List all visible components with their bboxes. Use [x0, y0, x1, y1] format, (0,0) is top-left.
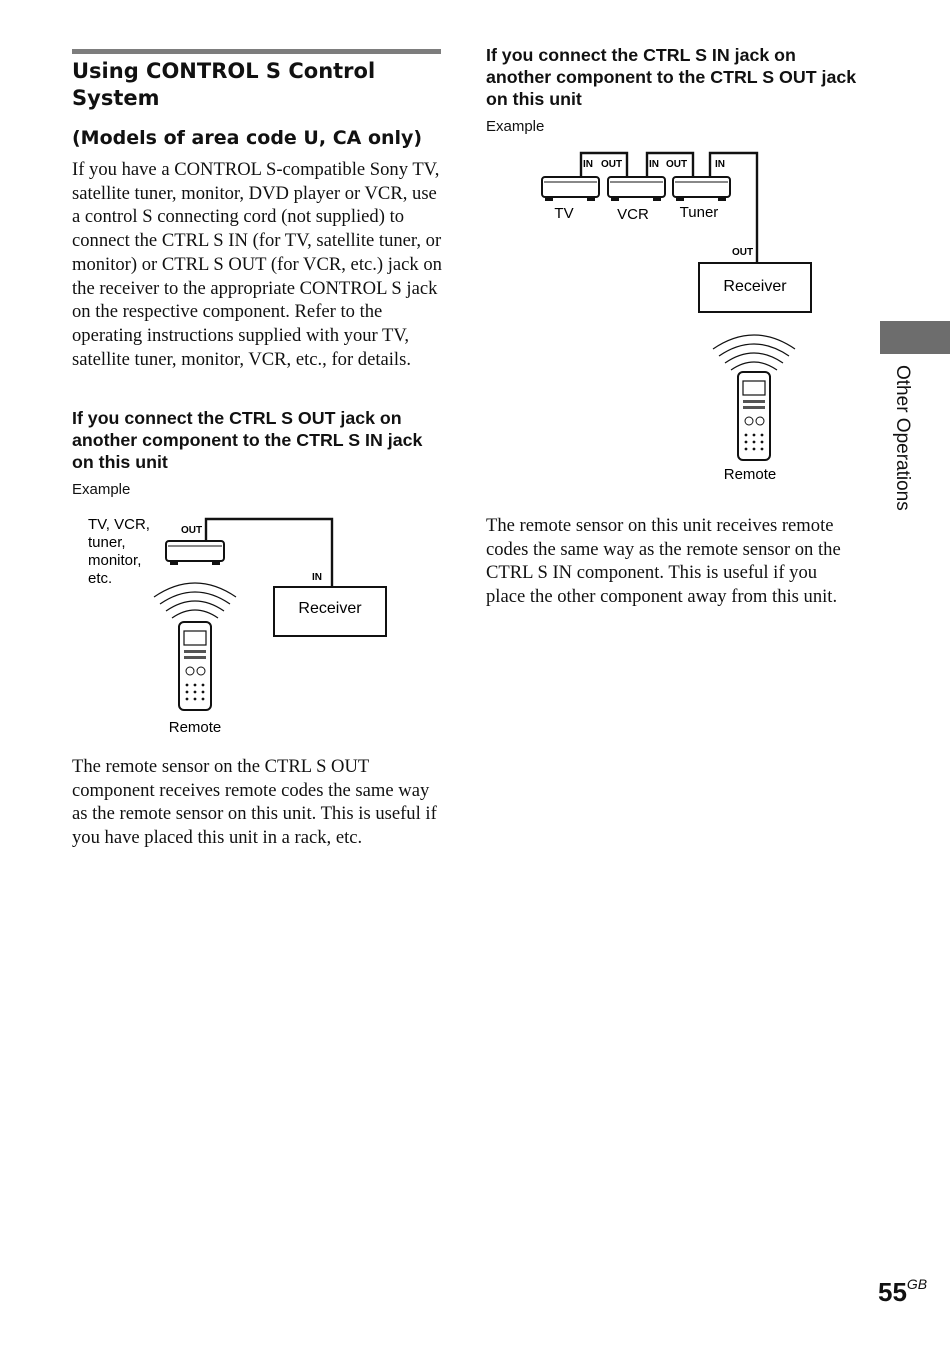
side-tab-text: Other Operations [892, 365, 913, 511]
receiver-out-label: OUT [732, 247, 754, 258]
tuner-label: Tuner [679, 204, 719, 221]
left-note-paragraph: The remote sensor on the CTRL S OUT component receives remote codes the same way as the remote sensor on this unit. This is useful if you have placed this unit in a rack, etc. [72, 756, 437, 849]
component-label-line-4: etc. [88, 570, 113, 587]
remote-control-icon [179, 622, 211, 710]
side-tab-label [885, 365, 925, 545]
intro-paragraph: If you have a CONTROL S-compatible Sony TV, satellite tuner, monitor, DVD player or VCR, use a control S connecting cord (not supplied) to connect the CTRL S IN (for TV, satellite tuner, or monitor) or CTRL S OUT (for VCR, etc.) jack on the receiver to the appropriate CONTROL S jack on the respective component. Refer to the operating instructions supplied with your TV, satellite tuner, monitor, VCR, etc., for details. [72, 159, 442, 370]
in-jack-label: IN [312, 572, 322, 583]
signal-waves-icon [154, 583, 236, 618]
side-tab-marker [880, 321, 950, 354]
right-note-paragraph: The remote sensor on this unit receives remote codes the same way as the remote sensor on the CTRL S IN component. This is useful if you place the other component away from this unit. [486, 515, 841, 608]
receiver-label: Receiver [298, 600, 362, 617]
jack-in-tuner: IN [715, 159, 725, 170]
jack-in-tv: IN [583, 159, 593, 170]
signal-waves-icon [713, 335, 795, 370]
component-device-icon [166, 541, 224, 565]
out-jack-label: OUT [181, 525, 203, 536]
page-title: Using CONTROL S Control System [72, 59, 376, 110]
component-label-line-1: TV, VCR, [88, 516, 150, 533]
jack-out-tuner: OUT [666, 159, 688, 170]
page-subtitle: (Models of area code U, CA only) [72, 127, 423, 149]
tv-device-icon [542, 177, 599, 201]
right-section-heading: If you connect the CTRL S IN jack on another component to the CTRL S OUT jack on this unit [486, 45, 857, 110]
vcr-device-icon [608, 177, 665, 201]
right-example-label: Example [486, 118, 545, 135]
receiver-label: Receiver [723, 278, 787, 295]
remote-label: Remote [168, 719, 222, 736]
section-rule [72, 49, 441, 54]
remote-label: Remote [723, 466, 777, 483]
component-label-line-3: monitor, [88, 552, 142, 569]
page-number-suffix: GB [906, 1276, 928, 1292]
right-connection-diagram [535, 145, 825, 490]
left-connection-diagram [60, 505, 400, 745]
page-number [878, 1276, 927, 1308]
tv-label: TV [554, 205, 574, 222]
left-example-label: Example [72, 481, 131, 498]
tuner-device-icon [673, 177, 730, 201]
jack-in-vcr: IN [649, 159, 659, 170]
vcr-label: VCR [617, 206, 649, 223]
remote-control-icon [738, 372, 770, 460]
page-number-value: 55 [878, 1277, 907, 1307]
jack-out-vcr: OUT [601, 159, 623, 170]
left-section-heading: If you connect the CTRL S OUT jack on another component to the CTRL S IN jack on this unit [72, 408, 423, 473]
component-label-line-2: tuner, [88, 534, 126, 551]
